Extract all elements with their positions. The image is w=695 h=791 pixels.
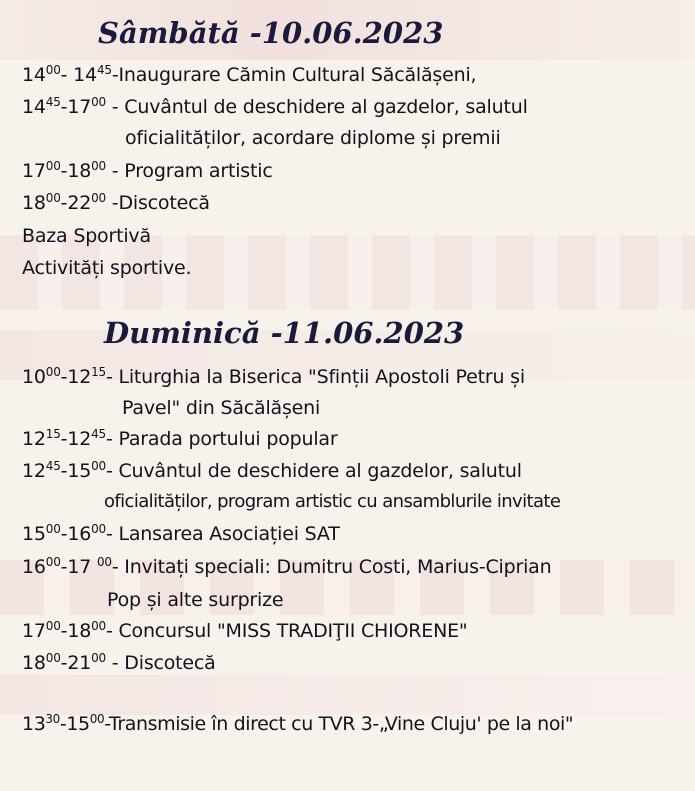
sunday-heading: Duminică -11.06.2023 — [104, 316, 465, 350]
event-text: -Transmisie în direct cu TVR 3-„Vine Cluju' pe la noi" — [104, 713, 574, 735]
time-range: $17^{00}-18^{00}$ — [22, 159, 106, 182]
event-text: - Cuvântul de deschidere al gazdelor, salutul — [105, 460, 522, 482]
schedule-item — [22, 652, 216, 674]
time-range: $12^{45}-15^{00}$ — [22, 459, 106, 482]
time-range: $18^{00}-22^{00}$ — [22, 191, 106, 214]
event-text: - Parada portului popular — [105, 428, 338, 450]
time-range: $14^{45}-17^{00}$ — [22, 95, 106, 118]
schedule-item — [22, 556, 551, 578]
schedule-continuation: Pavel" din Săcălășeni — [122, 397, 321, 419]
schedule-item — [22, 460, 522, 482]
schedule-item — [22, 160, 273, 182]
time-range: $13^{30}-15^{00}$ — [22, 712, 105, 735]
event-text: -Discotecă — [105, 192, 210, 214]
event-text: - Concursul "MISS TRADIŢII CHIORENE" — [105, 620, 468, 642]
event-text: - Cuvântul de deschidere al gazdelor, salutul — [105, 96, 528, 118]
schedule-continuation: oficialităților, program artistic cu ansamblurile invitate — [104, 491, 561, 512]
event-text: - Liturghia la Biserica "Sfinții Apostoli Petru și — [105, 366, 525, 388]
schedule-item — [22, 428, 337, 450]
event-text: -Inaugurare Cămin Cultural Săcălășeni, — [111, 64, 477, 86]
schedule-item — [22, 64, 476, 86]
venue-label: Baza Sportivă — [22, 225, 151, 247]
time-range: $17^{00}-18^{00}$ — [22, 619, 106, 642]
schedule-item — [22, 620, 467, 642]
schedule-item — [22, 96, 528, 118]
activity-label: Activități sportive. — [22, 257, 192, 279]
saturday-heading: Sâmbătă -10.06.2023 — [98, 16, 444, 50]
event-text: - Invitați speciali: Dumitru Costi, Marius-Ciprian — [111, 556, 552, 578]
broadcast-item — [22, 713, 573, 735]
time-range: $16^{00}-17$ $^{00}$ — [22, 555, 112, 578]
schedule-continuation: Pop și alte surprize — [107, 589, 284, 611]
event-text: - Discotecă — [105, 652, 216, 674]
time-range: $10^{00}-12^{15}$ — [22, 365, 106, 388]
time-range: $18^{00}-21^{00}$ — [22, 651, 106, 674]
event-text: - Program artistic — [105, 160, 273, 182]
schedule-continuation: oficialităților, acordare diplome și premii — [125, 127, 501, 149]
time-range: $12^{15}-12^{45}$ — [22, 427, 106, 450]
time-range: $15^{00}-16^{00}$ — [22, 522, 106, 545]
schedule-item — [22, 192, 210, 214]
schedule-item — [22, 523, 340, 545]
time-range: $14^{00}-$ $14^{45}$ — [22, 63, 112, 86]
event-text: - Lansarea Asociației SAT — [105, 523, 340, 545]
schedule-item — [22, 366, 525, 388]
background-pattern-band — [0, 675, 695, 715]
